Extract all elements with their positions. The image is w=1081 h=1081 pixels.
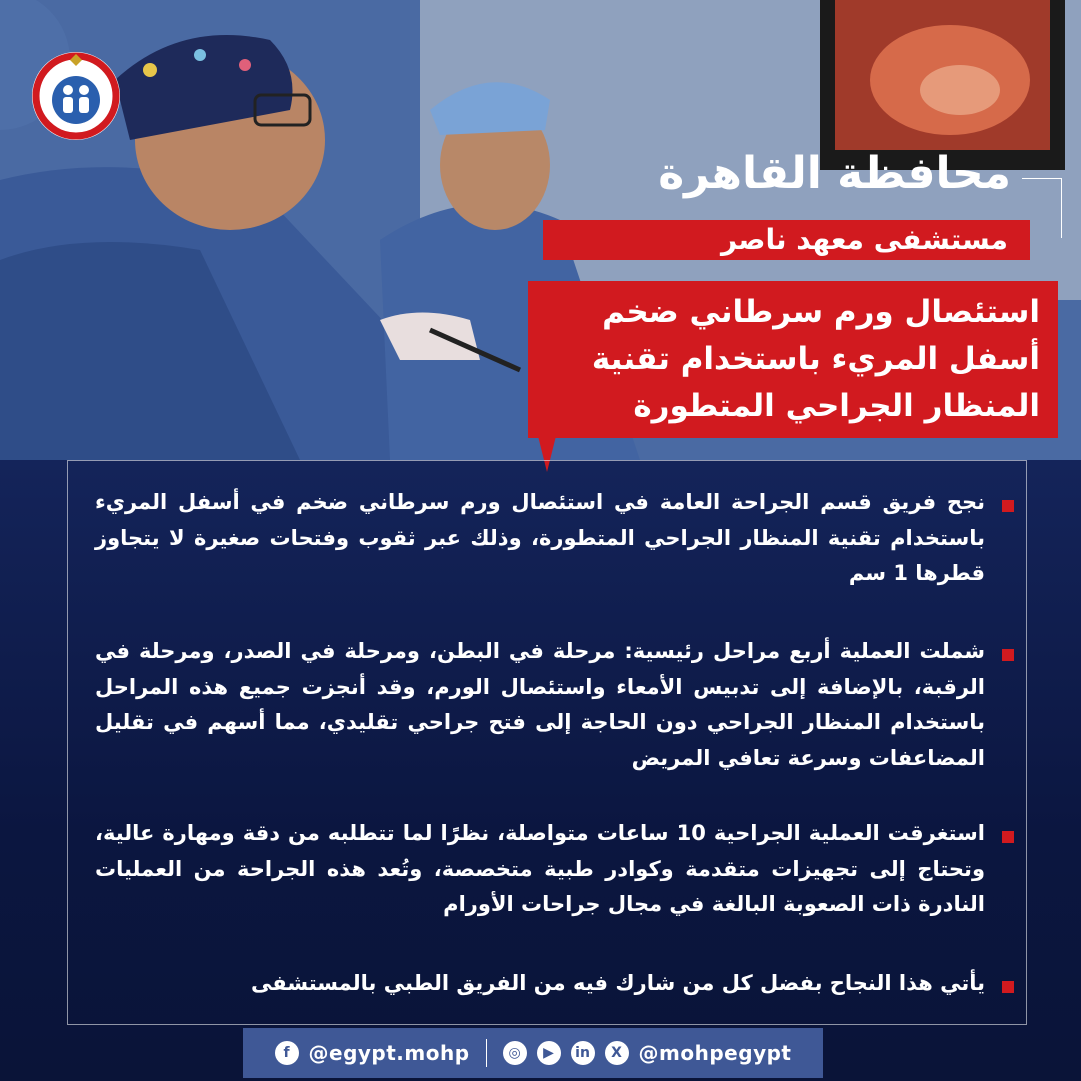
- list-item: [95, 816, 1020, 923]
- bullet-text: يأتي هذا النجاح بفضل كل من شارك فيه من الفريق الطبي بالمستشفى: [251, 971, 985, 995]
- bullet-square-icon: [1002, 831, 1014, 843]
- x-icon[interactable]: X: [605, 1041, 629, 1065]
- social-bar: [243, 1028, 823, 1078]
- title-connector-vertical: [1061, 178, 1062, 238]
- bullet-square-icon: [1002, 649, 1014, 661]
- social-divider: [486, 1039, 487, 1067]
- bullet-square-icon: [1002, 981, 1014, 993]
- bullet-text: استغرقت العملية الجراحية 10 ساعات متواصلة، نظرًا لما تتطلبه من دقة ومهارة عالية، وتحتاج إلى تجهيزات متقدمة وكوادر طبية متخصصة، وتُعد هذه الجراحة من العمليات النادرة ذات الصعوبة البالغة في مجال جراحات الأورام: [95, 821, 985, 916]
- facebook-icon[interactable]: f: [275, 1041, 299, 1065]
- social-handle[interactable]: @mohpegypt: [638, 1041, 792, 1065]
- hospital-name-banner: مستشفى معهد ناصر: [543, 220, 1030, 260]
- list-item: [95, 485, 1020, 592]
- facebook-handle[interactable]: @egypt.mohp: [308, 1041, 470, 1065]
- region-title: محافظة القاهرة: [658, 148, 1011, 199]
- bullet-square-icon: [1002, 500, 1014, 512]
- youtube-icon[interactable]: ▶: [537, 1041, 561, 1065]
- headline-box: استئصال ورم سرطاني ضخم أسفل المريء باستخدام تقنية المنظار الجراحي المتطورة: [528, 281, 1058, 438]
- list-item: [95, 634, 1020, 776]
- bullet-text: نجح فريق قسم الجراحة العامة في استئصال ورم سرطاني ضخم في أسفل المريء باستخدام تقنية المنظار الجراحي المتطورة، وذلك عبر ثقوب وفتحات صغيرة لا يتجاوز قطرها 1 سم: [95, 490, 985, 585]
- bullet-text: شملت العملية أربع مراحل رئيسية: مرحلة في البطن، ومرحلة في الصدر، ومرحلة في الرقبة، بالإضافة إلى تدبيس الأمعاء واستئصال الورم، وقد أنجزت جميع هذه المراحل باستخدام المنظار الجراحي دون الحاجة إلى فتح جراحي تقليدي، مما أسهم في تقليل المضاعفات وسرعة تعافي المريض: [95, 639, 985, 770]
- title-connector-line: [1022, 178, 1062, 179]
- linkedin-icon[interactable]: in: [571, 1041, 595, 1065]
- instagram-icon[interactable]: ◎: [503, 1041, 527, 1065]
- list-item: [95, 966, 1020, 1002]
- ministry-logo: [30, 50, 122, 142]
